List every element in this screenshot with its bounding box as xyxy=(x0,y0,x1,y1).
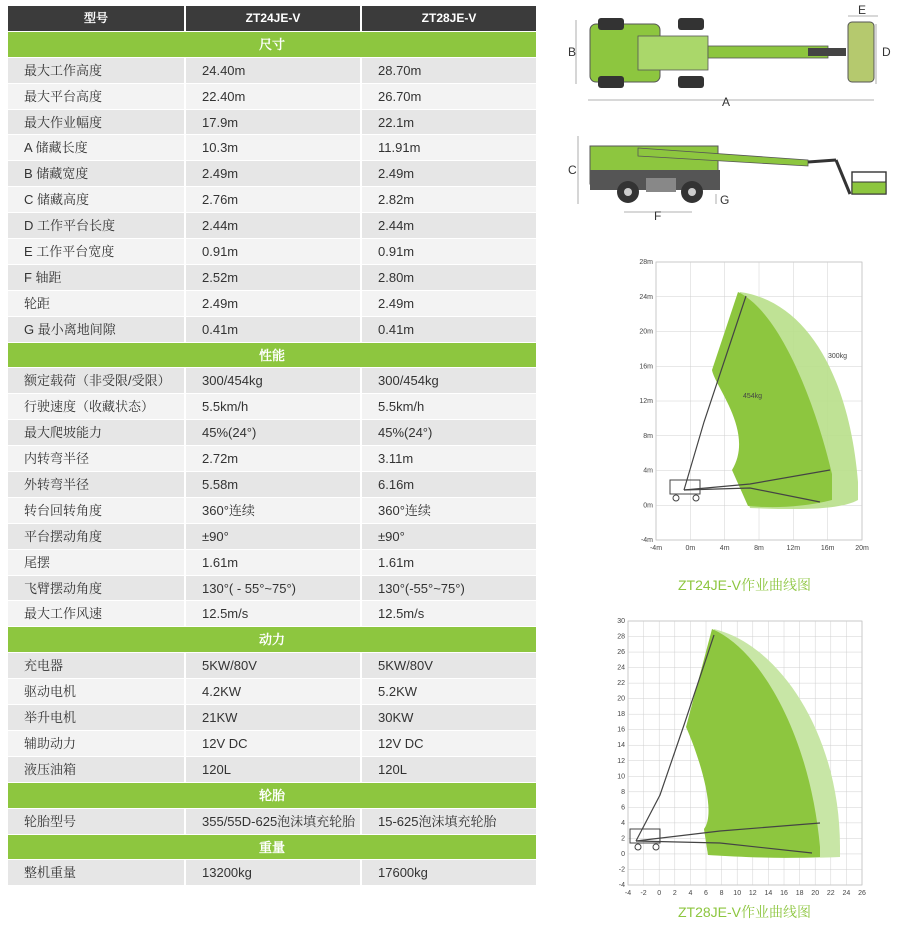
x-tick-label: 16m xyxy=(820,545,835,552)
table-row xyxy=(8,84,536,110)
table-row xyxy=(8,679,536,705)
spec-value-cell: 5.58m xyxy=(184,472,360,497)
spec-name-cell: A 储藏长度 xyxy=(24,140,88,156)
table-row xyxy=(8,576,536,602)
y-tick-label: 18 xyxy=(617,711,625,719)
section-title: 轮胎 xyxy=(258,787,285,803)
x-tick-label: 14 xyxy=(764,890,773,897)
x-tick-label: 4 xyxy=(688,890,693,897)
section-title: 性能 xyxy=(258,347,285,363)
spec-value-cell: 6.16m xyxy=(360,472,536,497)
dim-label-f: F xyxy=(654,209,662,222)
table-row xyxy=(8,187,536,213)
spec-name-cell: 最大平台高度 xyxy=(24,88,103,104)
spec-value-cell: 300/454kg xyxy=(184,368,360,393)
zt28-work-envelope-chart xyxy=(600,615,880,925)
spec-value-cell: 13200kg xyxy=(184,860,360,885)
x-tick-label: 12 xyxy=(748,890,757,897)
spec-value-cell: 120L xyxy=(184,757,360,782)
spec-value-cell: 45%(24°) xyxy=(184,420,360,445)
section-title: 尺寸 xyxy=(258,36,285,52)
spec-name-cell: F 轴距 xyxy=(24,269,62,285)
spec-name-cell: 充电器 xyxy=(24,658,64,674)
table-row xyxy=(8,498,536,524)
table-row xyxy=(8,524,536,550)
spec-value-cell: 2.76m xyxy=(184,187,360,212)
table-row xyxy=(8,110,536,136)
section-header-row xyxy=(8,835,536,861)
dim-label-d: D xyxy=(882,45,891,59)
spec-name-cell: 尾摆 xyxy=(24,554,51,570)
x-tick-label: 10 xyxy=(733,890,742,897)
spec-name-cell: 平台摆动角度 xyxy=(24,528,103,544)
section-header-row xyxy=(8,627,536,653)
header-cell: ZT24JE-V xyxy=(184,6,360,31)
spec-value-cell: 0.41m xyxy=(184,317,360,342)
y-tick-label: 0 xyxy=(621,850,625,858)
spec-name-cell: B 储藏宽度 xyxy=(24,166,89,182)
spec-value-cell: 15-625泡沫填充轮胎 xyxy=(360,809,536,834)
table-row xyxy=(8,731,536,757)
spec-name-cell: 最大工作风速 xyxy=(24,606,103,622)
y-tick-label: 20m xyxy=(639,328,653,336)
spec-value-cell: 28.70m xyxy=(360,58,536,83)
spec-name-cell: D 工作平台长度 xyxy=(24,218,116,234)
x-tick-label: 22 xyxy=(826,890,835,897)
y-tick-label: 26 xyxy=(617,649,625,657)
spec-name-cell: 举升电机 xyxy=(24,710,77,726)
y-tick-label: 0m xyxy=(643,502,653,510)
x-tick-label: 6 xyxy=(704,890,708,897)
x-tick-label: 26 xyxy=(858,890,866,897)
spec-value-cell: 4.2KW xyxy=(184,679,360,704)
dim-label-c: C xyxy=(568,163,577,177)
section-header-row xyxy=(8,783,536,809)
table-row xyxy=(8,368,536,394)
spec-name-cell: 转台回转角度 xyxy=(24,502,103,518)
table-row xyxy=(8,420,536,446)
spec-name-cell: 飞臂摆动角度 xyxy=(24,580,103,596)
spec-value-cell: 1.61m xyxy=(360,550,536,575)
y-tick-label: 12m xyxy=(639,398,653,405)
y-tick-label: 28m xyxy=(639,259,653,266)
x-tick-label: -2 xyxy=(640,890,647,897)
y-tick-label: 2 xyxy=(621,835,625,843)
x-tick-label: 18 xyxy=(795,890,804,897)
y-tick-label: -2 xyxy=(618,866,625,874)
y-tick-label: 8m xyxy=(643,432,653,440)
spec-value-cell: ±90° xyxy=(360,524,536,549)
header-cell: ZT28JE-V xyxy=(360,6,536,31)
spec-value-cell: 5.2KW xyxy=(360,679,536,704)
spec-value-cell: 10.3m xyxy=(184,135,360,160)
spec-value-cell: 2.52m xyxy=(184,265,360,290)
header-cell: 型号 xyxy=(83,11,108,25)
table-row xyxy=(8,239,536,265)
y-tick-label: 4m xyxy=(643,467,653,475)
spec-value-cell: 2.72m xyxy=(184,446,360,471)
spec-name-cell: 行驶速度（收藏状态） xyxy=(24,399,155,415)
table-header-row xyxy=(8,6,536,32)
spec-value-cell: 12V DC xyxy=(184,731,360,756)
table-row xyxy=(8,860,536,886)
spec-value-cell: 22.40m xyxy=(184,84,360,109)
y-tick-label: 28 xyxy=(617,633,625,641)
machine-top-view-drawing xyxy=(568,4,898,114)
x-tick-label: 4m xyxy=(719,545,730,552)
chart-caption-zt24: ZT24JE-V作业曲线图 xyxy=(678,577,812,593)
table-row xyxy=(8,809,536,835)
spec-name-cell: 最大工作高度 xyxy=(24,62,103,78)
spec-value-cell: 5.5km/h xyxy=(184,394,360,419)
table-row xyxy=(8,317,536,343)
y-tick-label: 30 xyxy=(617,618,625,625)
x-tick-label: 8 xyxy=(719,890,724,897)
zt24-work-envelope-chart xyxy=(600,252,880,597)
spec-name-cell: 最大作业幅度 xyxy=(24,114,103,130)
spec-value-cell: 5KW/80V xyxy=(360,653,536,678)
table-row xyxy=(8,446,536,472)
spec-value-cell: 45%(24°) xyxy=(360,420,536,445)
x-tick-label: 12m xyxy=(786,545,801,552)
section-title: 动力 xyxy=(258,632,285,648)
spec-name-cell: 辅助动力 xyxy=(24,735,77,751)
y-tick-label: 8 xyxy=(621,788,625,796)
dim-label-b: B xyxy=(568,45,577,59)
spec-value-cell: 26.70m xyxy=(360,84,536,109)
y-tick-label: 24m xyxy=(639,293,653,301)
machine-side-view-drawing xyxy=(568,130,898,222)
x-tick-label: -4 xyxy=(624,890,632,897)
y-tick-label: 16 xyxy=(617,726,625,734)
chart-caption-zt28: ZT28JE-V作业曲线图 xyxy=(678,904,812,920)
x-tick-label: 0 xyxy=(657,890,662,897)
table-row xyxy=(8,550,536,576)
spec-name-cell: 额定载荷（非受限/受限） xyxy=(24,373,171,389)
spec-value-cell: 3.11m xyxy=(360,446,536,471)
spec-value-cell: 22.1m xyxy=(360,110,536,135)
spec-value-cell: 12V DC xyxy=(360,731,536,756)
table-row xyxy=(8,265,536,291)
table-row xyxy=(8,161,536,187)
x-tick-label: 16 xyxy=(780,890,788,897)
dim-label-e: E xyxy=(858,4,867,17)
spec-value-cell: 12.5m/s xyxy=(184,601,360,626)
y-tick-label: 24 xyxy=(617,664,625,672)
y-tick-label: 10 xyxy=(617,773,625,781)
y-tick-label: -4m xyxy=(640,537,653,544)
x-tick-label: 24 xyxy=(842,890,851,897)
spec-value-cell: 30KW xyxy=(360,705,536,730)
spec-value-cell: 300/454kg xyxy=(360,368,536,393)
spec-value-cell: 130°(-55°~75°) xyxy=(360,576,536,601)
y-tick-label: 16m xyxy=(639,363,653,371)
dim-label-g: G xyxy=(720,193,730,207)
table-row xyxy=(8,705,536,731)
spec-name-cell: C 储藏高度 xyxy=(24,192,90,208)
table-row xyxy=(8,472,536,498)
spec-value-cell: 2.49m xyxy=(184,291,360,316)
y-tick-label: 4 xyxy=(621,819,625,827)
y-tick-label: 22 xyxy=(617,680,625,688)
table-row xyxy=(8,601,536,627)
label-454kg: 454kg xyxy=(743,393,763,400)
spec-value-cell: 2.49m xyxy=(360,291,536,316)
spec-value-cell: 24.40m xyxy=(184,58,360,83)
spec-value-cell: ±90° xyxy=(184,524,360,549)
spec-value-cell: 0.41m xyxy=(360,317,536,342)
table-row xyxy=(8,394,536,420)
x-tick-label: 0m xyxy=(685,545,696,552)
spec-name-cell: 内转弯半径 xyxy=(24,451,90,467)
spec-value-cell: 2.49m xyxy=(360,161,536,186)
spec-value-cell: 17.9m xyxy=(184,110,360,135)
spec-value-cell: 130°( - 55°~75°) xyxy=(184,576,360,601)
spec-value-cell: 360°连续 xyxy=(360,498,536,523)
spec-value-cell: 2.82m xyxy=(360,187,536,212)
spec-name-cell: 整机重量 xyxy=(24,865,77,881)
spec-table xyxy=(8,6,536,886)
spec-value-cell: 5.5km/h xyxy=(360,394,536,419)
x-tick-label: 2 xyxy=(672,890,677,897)
spec-value-cell: 120L xyxy=(360,757,536,782)
spec-value-cell: 2.44m xyxy=(184,213,360,238)
x-tick-label: 20 xyxy=(811,890,820,897)
spec-value-cell: 5KW/80V xyxy=(184,653,360,678)
x-tick-label: 20m xyxy=(855,545,869,552)
table-row xyxy=(8,291,536,317)
spec-value-cell: 360°连续 xyxy=(184,498,360,523)
spec-value-cell: 17600kg xyxy=(360,860,536,885)
x-tick-label: 8m xyxy=(754,545,764,552)
spec-name-cell: E 工作平台宽度 xyxy=(24,244,115,260)
label-300kg: 300kg xyxy=(828,353,848,360)
y-tick-label: 20 xyxy=(617,695,625,703)
y-tick-label: -4 xyxy=(618,882,625,889)
spec-name-cell: 外转弯半径 xyxy=(24,477,90,493)
section-title: 重量 xyxy=(258,839,285,855)
spec-name-cell: G 最小离地间隙 xyxy=(24,321,116,337)
table-row xyxy=(8,653,536,679)
spec-name-cell: 轮距 xyxy=(24,295,51,311)
table-row xyxy=(8,135,536,161)
spec-value-cell: 0.91m xyxy=(184,239,360,264)
spec-name-cell: 驱动电机 xyxy=(24,684,77,700)
table-row xyxy=(8,757,536,783)
spec-value-cell: 12.5m/s xyxy=(360,601,536,626)
y-tick-label: 12 xyxy=(617,757,625,765)
section-header-row xyxy=(8,343,536,369)
spec-value-cell: 2.80m xyxy=(360,265,536,290)
spec-value-cell: 2.49m xyxy=(184,161,360,186)
spec-value-cell: 1.61m xyxy=(184,550,360,575)
spec-value-cell: 2.44m xyxy=(360,213,536,238)
y-tick-label: 6 xyxy=(621,804,625,812)
table-row xyxy=(8,58,536,84)
table-row xyxy=(8,213,536,239)
x-tick-label: -4m xyxy=(649,545,663,552)
dim-label-a: A xyxy=(722,95,731,109)
spec-name-cell: 液压油箱 xyxy=(24,761,77,777)
spec-value-cell: 11.91m xyxy=(360,135,536,160)
section-header-row xyxy=(8,32,536,58)
y-tick-label: 14 xyxy=(617,742,625,750)
spec-name-cell: 轮胎型号 xyxy=(24,813,77,829)
spec-value-cell: 355/55D-625泡沫填充轮胎 xyxy=(184,809,360,834)
spec-value-cell: 21KW xyxy=(184,705,360,730)
spec-value-cell: 0.91m xyxy=(360,239,536,264)
spec-name-cell: 最大爬坡能力 xyxy=(24,425,103,441)
